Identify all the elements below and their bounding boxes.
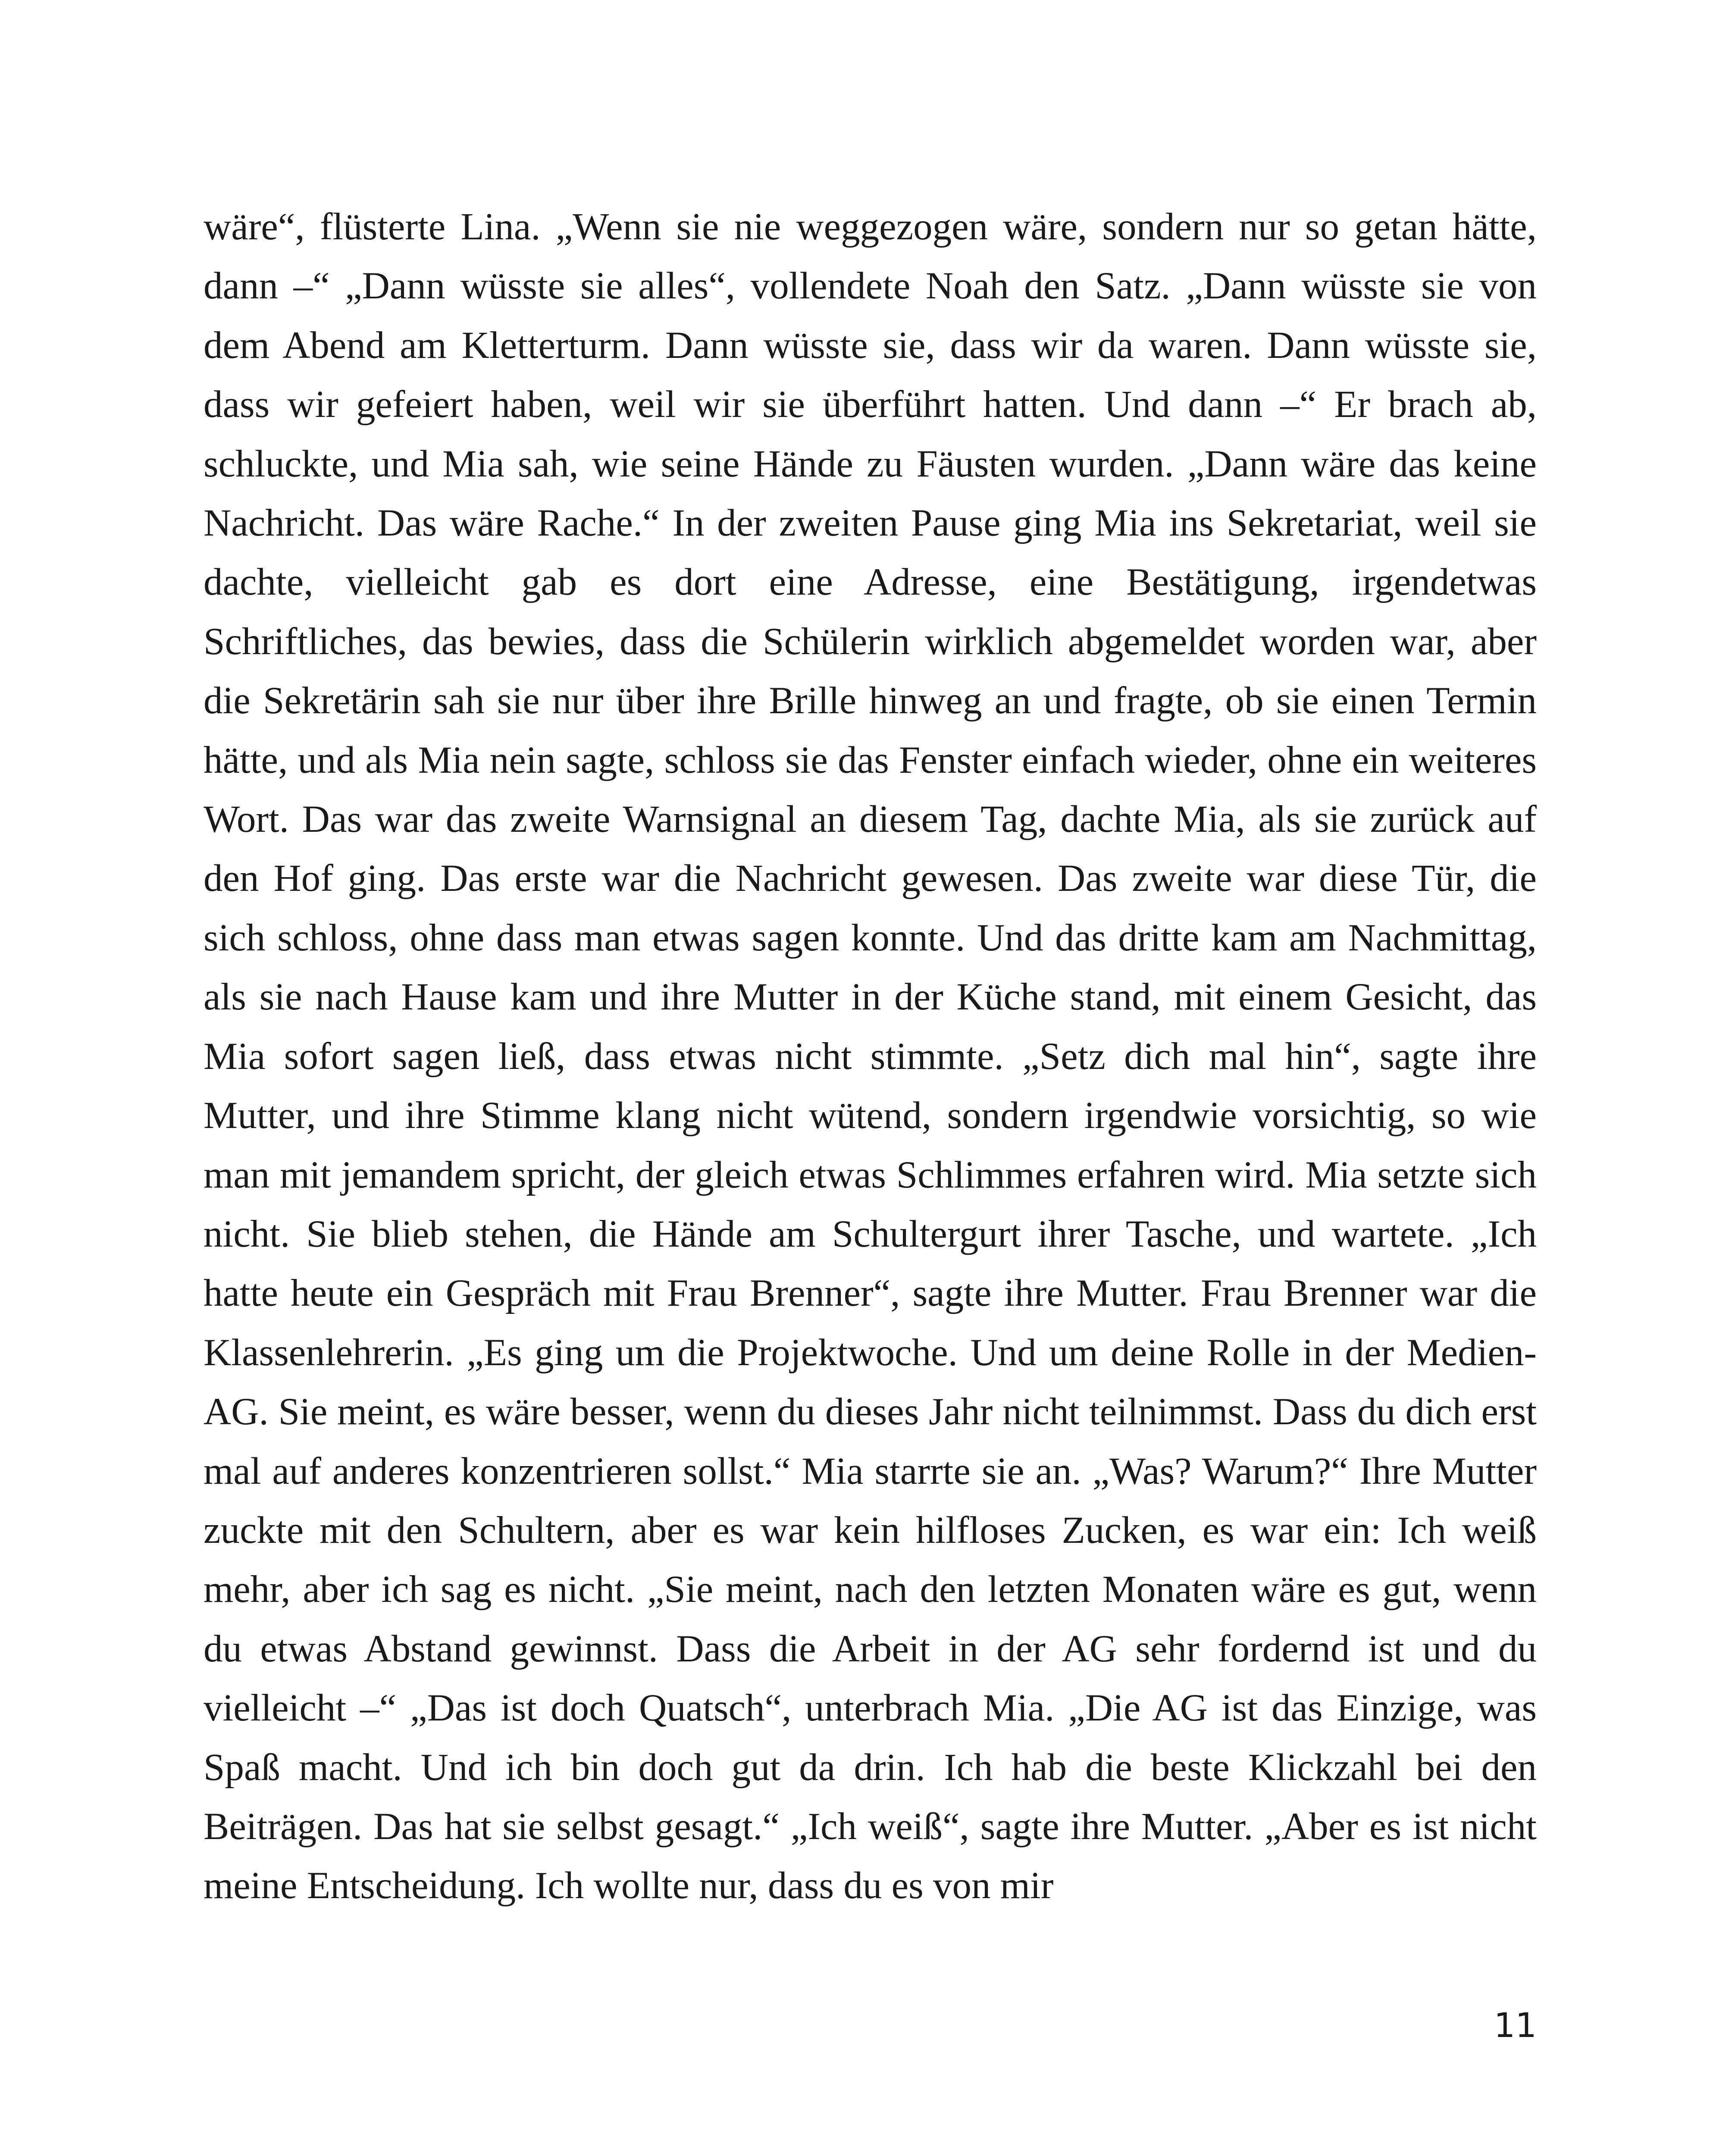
page-number: 11 bbox=[1494, 2006, 1537, 2045]
body-text-paragraph: wäre“, flüsterte Lina. „Wenn sie nie weggezogen wäre, sondern nur so getan hätte, dann –“ „Dann wüsste sie alles“, vollendete Noah den Satz. „Dann wüsste sie von dem Abend am Kletterturm. Dann wüsste sie, dass wir da waren. Dann wüsste sie, dass wir gefeiert haben, weil wir sie überführt hatten. Und dann –“ Er brach ab, schluckte, und Mia sah, wie seine Hände zu Fäusten wurden. „Dann wäre das keine Nachricht. Das wäre Rache.“ In der zweiten Pause ging Mia ins Sekretariat, weil sie dachte, vielleicht gab es dort eine Adresse, eine Bestätigung, irgendetwas Schriftliches, das bewies, dass die Schülerin wirklich abgemeldet worden war, aber die Sekretärin sah sie nur über ihre Brille hinweg an und fragte, ob sie einen Termin hätte, und als Mia nein sagte, schloss sie das Fenster einfach wieder, ohne ein weiteres Wort. Das war das zweite Warnsignal an diesem Tag, dachte Mia, als sie zurück auf den Hof ging. Das erste war die Nachricht gewesen. Das zweite war diese Tür, die sich schloss, ohne dass man etwas sagen konnte. Und das dritte kam am Nachmittag, als sie nach Hause kam und ihre Mutter in der Küche stand, mit einem Gesicht, das Mia sofort sagen ließ, dass etwas nicht stimmte. „Setz dich mal hin“, sagte ihre Mutter, und ihre Stimme klang nicht wütend, sondern irgendwie vorsichtig, so wie man mit jemandem spricht, der gleich etwas Schlimmes erfahren wird. Mia setzte sich nicht. Sie blieb stehen, die Hände am Schultergurt ihrer Tasche, und wartete. „Ich hatte heute ein Gespräch mit Frau Brenner“, sagte ihre Mutter. Frau Brenner war die Klassenlehrerin. „Es ging um die Projektwoche. Und um deine Rolle in der Medien-AG. Sie meint, es wäre besser, wenn du dieses Jahr nicht teilnimmst. Dass du dich erst mal auf anderes konzentrieren sollst.“ Mia starrte sie an. „Was? Warum?“ Ihre Mutter zuckte mit den Schultern, aber es war kein hilfloses Zucken, es war ein: Ich weiß mehr, aber ich sag es nicht. „Sie meint, nach den letzten Monaten wäre es gut, wenn du etwas Abstand gewinnst. Dass die Arbeit in der AG sehr fordernd ist und du vielleicht –“ „Das ist doch Quatsch“, unterbrach Mia. „Die AG ist das Einzige, was Spaß macht. Und ich bin doch gut da drin. Ich hab die beste Klickzahl bei den Beiträgen. Das hat sie selbst gesagt.“ „Ich weiß“, sagte ihre Mutter. „Aber es ist nicht meine Entscheidung. Ich wollte nur, dass du es von mir bbox=[204, 206, 1537, 1907]
